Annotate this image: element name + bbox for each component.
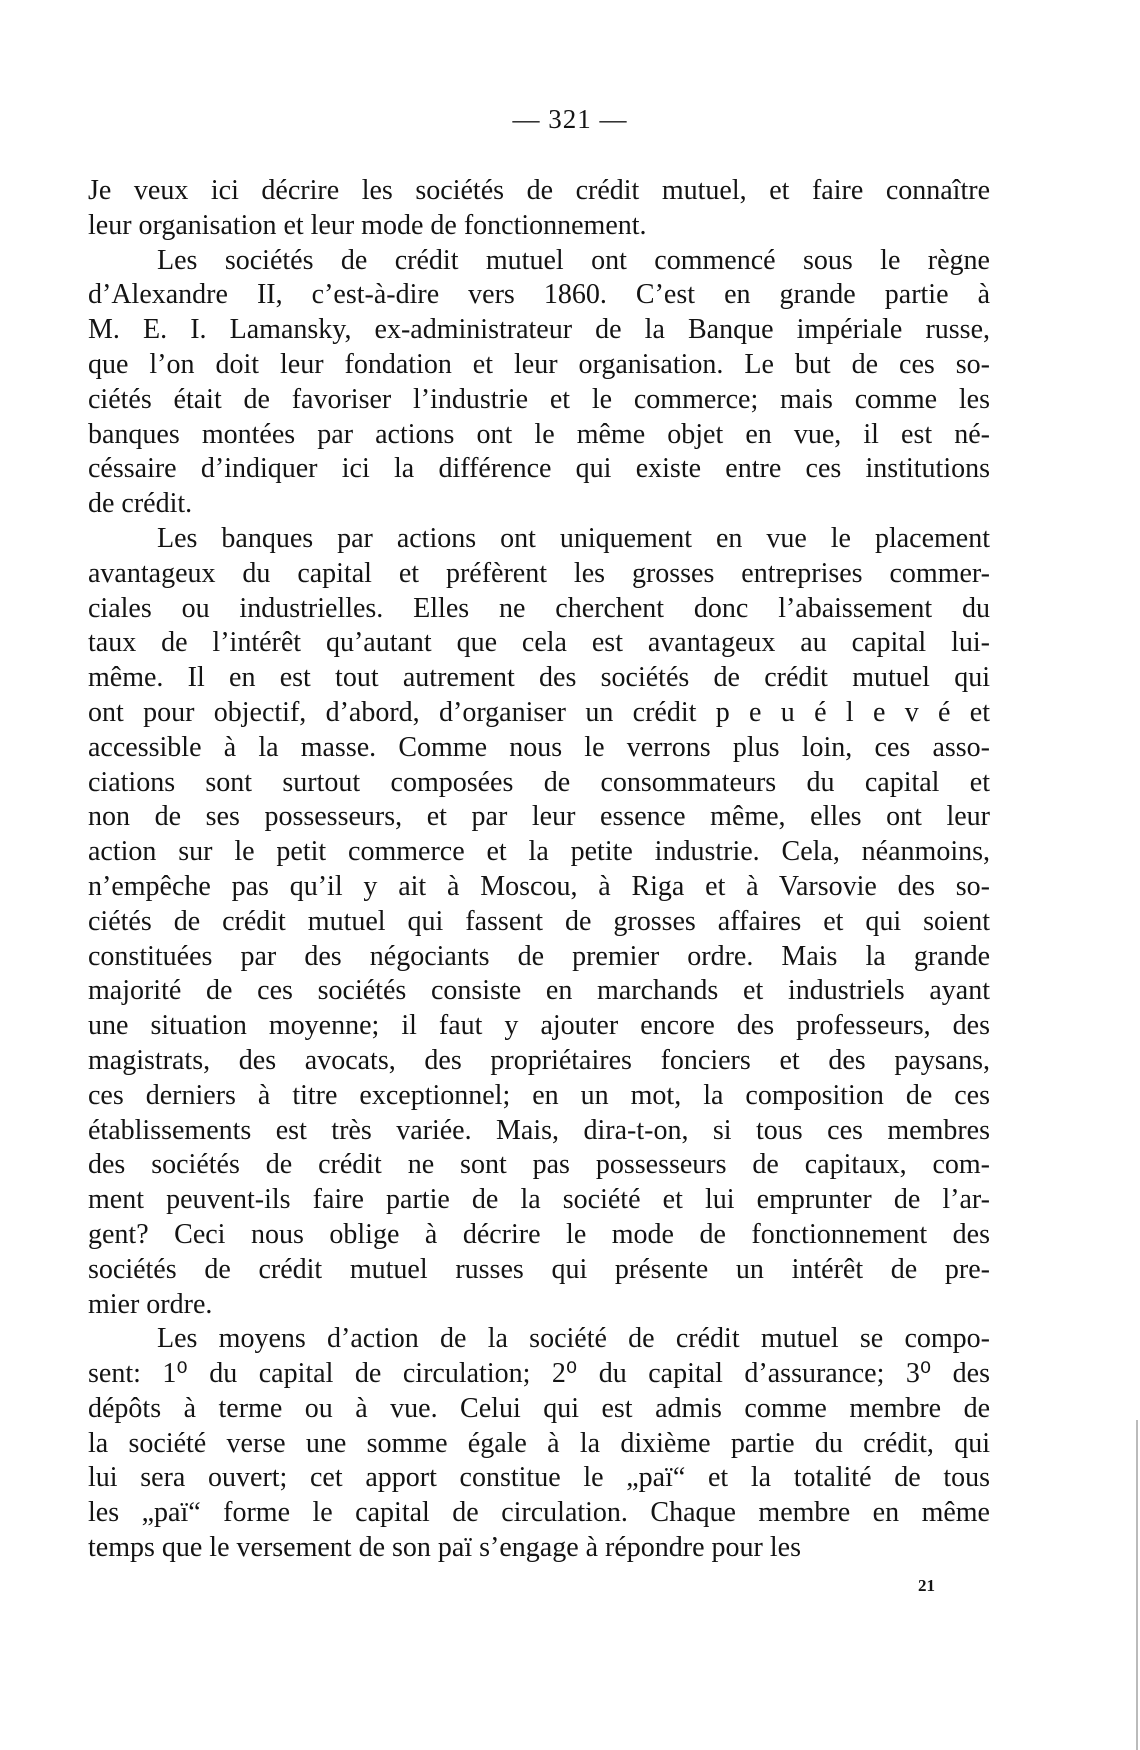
text-line: une situation moyenne; il faut y ajouter encore des professeurs, des: [88, 1010, 990, 1042]
text-line: M. E. I. Lamansky, ex-administrateur de la Banque impériale russe,: [88, 314, 990, 346]
text-line: ont pour objectif, d’abord, d’organiser un crédit p e u é l e v é et: [88, 696, 990, 728]
text-line: gent? Ceci nous oblige à décrire le mode de fonctionnement des: [88, 1218, 990, 1250]
page-edge: [1136, 1420, 1138, 1750]
text-line: non de ses possesseurs, et par leur essence même, elles ont leur: [88, 801, 990, 833]
text-line: ciations sont surtout composées de consommateurs du capital et: [88, 766, 990, 798]
text-line: même. Il en est tout autrement des sociétés de crédit mutuel qui: [88, 662, 990, 694]
text-line: action sur le petit commerce et la petite industrie. Cela, néanmoins,: [88, 836, 990, 868]
text-line: ciétés était de favoriser l’industrie et le commerce; mais comme les: [88, 383, 990, 415]
body-text: [88, 174, 990, 1566]
text-line: magistrats, des avocats, des propriétaires fonciers et des paysans,: [88, 1044, 990, 1076]
text-line: temps que le versement de son paï s’engage à répondre pour les: [88, 1532, 801, 1564]
text-line: établissements est très variée. Mais, dira-t-on, si tous ces membres: [88, 1114, 990, 1146]
text-line: lui sera ouvert; cet apport constitue le „paï“ et la totalité de tous: [88, 1462, 990, 1494]
paragraph: [88, 1322, 990, 1566]
text-line: la société verse une somme égale à la dixième partie du crédit, qui: [88, 1427, 990, 1459]
text-line: ces derniers à titre exceptionnel; en un mot, la composition de ces: [88, 1079, 990, 1111]
text-line: céssaire d’indiquer ici la différence qui existe entre ces institutions: [88, 453, 990, 485]
text-line: taux de l’intérêt qu’autant que cela est avantageux au capital lui-: [88, 627, 990, 659]
text-line: Les moyens d’action de la société de crédit mutuel se compo-: [157, 1323, 990, 1355]
text-line: ciétés de crédit mutuel qui fassent de grosses affaires et qui soient: [88, 905, 990, 937]
text-line: mier ordre.: [88, 1288, 213, 1320]
text-line: dépôts à terme ou à vue. Celui qui est admis comme membre de: [88, 1392, 990, 1424]
text-line: de crédit.: [88, 488, 193, 520]
paragraph: [88, 244, 990, 522]
text-line: banques montées par actions ont le même objet en vue, il est né-: [88, 418, 990, 450]
text-line: Je veux ici décrire les sociétés de crédit mutuel, et faire connaître: [88, 175, 990, 206]
text-line: les „paï“ forme le capital de circulation. Chaque membre en même: [88, 1497, 990, 1529]
text-line: Les sociétés de crédit mutuel ont commencé sous le règne: [157, 244, 990, 276]
text-line: majorité de ces sociétés consiste en marchands et industriels ayant: [88, 975, 990, 1007]
paragraph: [88, 522, 990, 1322]
text-line: sociétés de crédit mutuel russes qui présente un intérêt de pre-: [88, 1253, 990, 1285]
text-line: des sociétés de crédit ne sont pas possesseurs de capitaux, com-: [88, 1149, 990, 1181]
text-line: sent: 1⁰ du capital de circulation; 2⁰ du capital d’assurance; 3⁰ des: [88, 1358, 990, 1390]
page-number-header: — 321 —: [512, 104, 628, 134]
text-line: avantageux du capital et préfèrent les grosses entreprises commer-: [88, 557, 990, 589]
text-line: leur organisation et leur mode de fonctionnement.: [88, 209, 647, 241]
text-line: ment peuvent-ils faire partie de la société et lui emprunter de l’ar-: [88, 1184, 990, 1216]
signature-mark: 21: [918, 1576, 935, 1595]
paragraph: [88, 174, 990, 244]
text-line: ciales ou industrielles. Elles ne cherchent donc l’abaissement du: [88, 592, 990, 624]
text-line: accessible à la masse. Comme nous le verrons plus loin, ces asso-: [88, 731, 990, 763]
text-line: que l’on doit leur fondation et leur organisation. Le but de ces so-: [88, 348, 990, 380]
text-line: n’empêche pas qu’il y ait à Moscou, à Riga et à Varsovie des so-: [88, 870, 990, 902]
text-line: constituées par des négociants de premier ordre. Mais la grande: [88, 940, 990, 972]
text-line: Les banques par actions ont uniquement en vue le placement: [157, 522, 990, 554]
text-line: d’Alexandre II, c’est-à-dire vers 1860. C’est en grande partie à: [88, 279, 990, 311]
